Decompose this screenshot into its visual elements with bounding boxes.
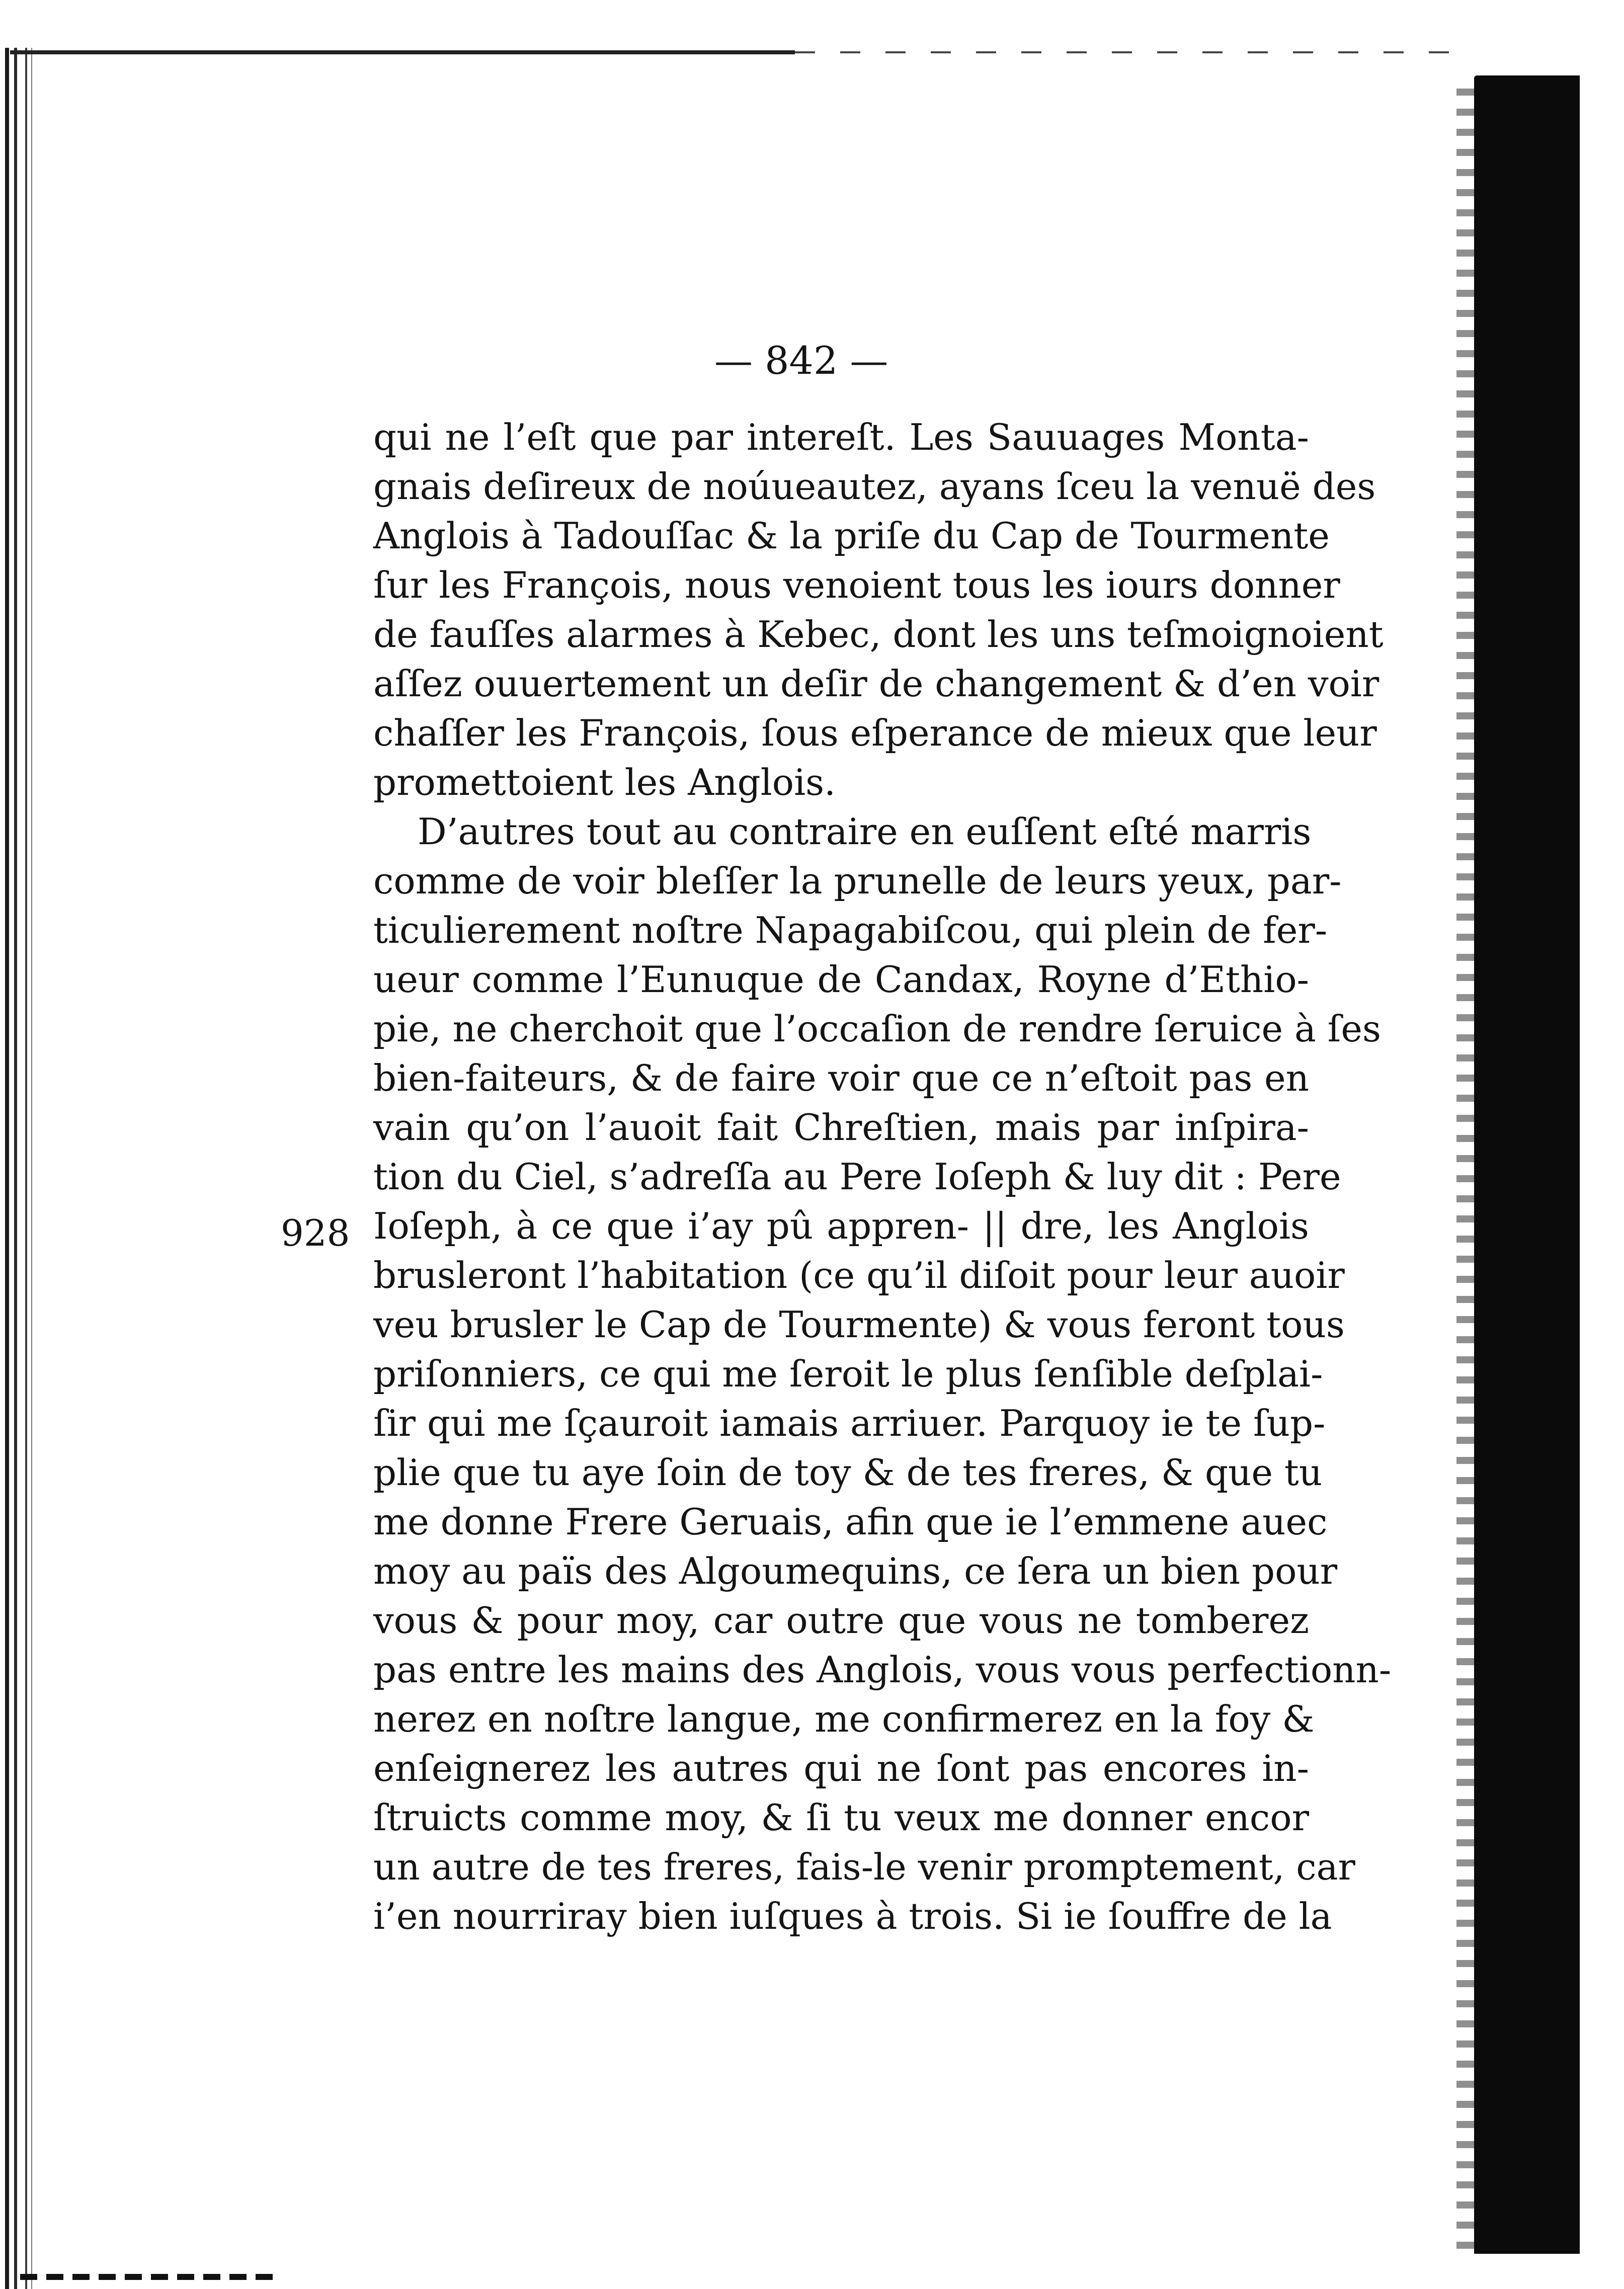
text-line: un autre de tes freres, fais-le venir promptement, car [373, 1846, 1355, 1888]
page-number: — 842 — [714, 338, 888, 383]
text-line: pas entre les mains des Anglois, vous vous perfectionn- [373, 1649, 1392, 1691]
text-line: vain qu’on l’auoit fait Chreſtien, mais par inſpira- [373, 1106, 1309, 1149]
text-line: chaſſer les François, ſous eſperance de mieux que leur [373, 712, 1377, 754]
text-line: bien-faiteurs, & de faire voir que ce n’eſtoit pas en [373, 1057, 1309, 1099]
text-line: veu brusler le Cap de Tourmente) & vous feront tous [373, 1303, 1345, 1346]
text-line: aſſez ouuertement un deſir de changement & d’en voir [373, 663, 1379, 705]
scan-top-rule-dashes [795, 51, 1449, 53]
text-line: vous & pour moy, car outre que vous ne tomberez [373, 1599, 1309, 1642]
text-line: gnais deſireux de noúueautez, ayans ſceu la venuë des [373, 465, 1376, 508]
text-line: de fauſſes alarmes à Kebec, dont les uns teſmoignoient [373, 613, 1384, 656]
text-line: moy au païs des Algoumequins, ce ſera un bien pour [373, 1550, 1338, 1592]
scan-bottom-dashes [20, 2274, 282, 2280]
text-line: Anglois à Tadouſſac & la priſe du Cap de Tourmente [373, 515, 1330, 557]
text-line: ſir qui me ſçauroit iamais arriuer. Parquoy ie te ſup- [373, 1402, 1326, 1444]
text-line: ticulierement noſtre Napagabiſcou, qui plein de fer- [373, 909, 1328, 951]
text-line: D’autres tout au contraire en euſſent eſté marris [418, 810, 1312, 853]
text-line: plie que tu aye ſoin de toy & de tes freres, & que tu [373, 1451, 1323, 1494]
text-line: pie, ne cherchoit que l’occaſion de rendre ſeruice à ſes [373, 1008, 1381, 1050]
text-line: Ioſeph, à ce que i’ay pû appren- || dre, les Anglois [373, 1205, 1309, 1247]
text-line: promettoient les Anglois. [373, 761, 836, 803]
scan-right-bar-edge [1456, 75, 1477, 2254]
text-line: ſtruicts comme moy, & ſi tu veux me donner encor [373, 1796, 1309, 1839]
text-line: comme de voir bleſſer la prunelle de leurs yeux, par- [373, 860, 1342, 902]
scan-top-rule [10, 50, 795, 54]
margin-reference-number: 928 [281, 1212, 350, 1254]
text-line: priſonniers, ce qui me ſeroit le plus ſenſible deſplai- [373, 1353, 1323, 1395]
scan-right-black-bar [1474, 75, 1580, 2254]
scan-left-border [0, 48, 60, 2289]
text-line: i’en nourriray bien iuſques à trois. Si ie ſouffre de la [373, 1895, 1332, 1937]
text-line: nerez en noſtre langue, me confirmerez en la foy & [373, 1698, 1315, 1740]
text-line: enſeignerez les autres qui ne ſont pas encores in- [373, 1747, 1309, 1789]
text-line: tion du Ciel, s’adreſſa au Pere Ioſeph & luy dit : Pere [373, 1156, 1341, 1198]
text-line: me donne Frere Geruais, afin que ie l’emmene auec [373, 1501, 1328, 1543]
text-line: ſur les François, nous venoient tous les iours donner [373, 564, 1340, 606]
text-line: qui ne l’eſt que par intereſt. Les Sauuages Monta- [373, 416, 1309, 458]
text-line: brusleront l’habitation (ce qu’il diſoit pour leur auoir [373, 1254, 1345, 1296]
text-line: ueur comme l’Eunuque de Candax, Royne d’Ethio- [373, 958, 1309, 1001]
body-text [373, 413, 1392, 1941]
